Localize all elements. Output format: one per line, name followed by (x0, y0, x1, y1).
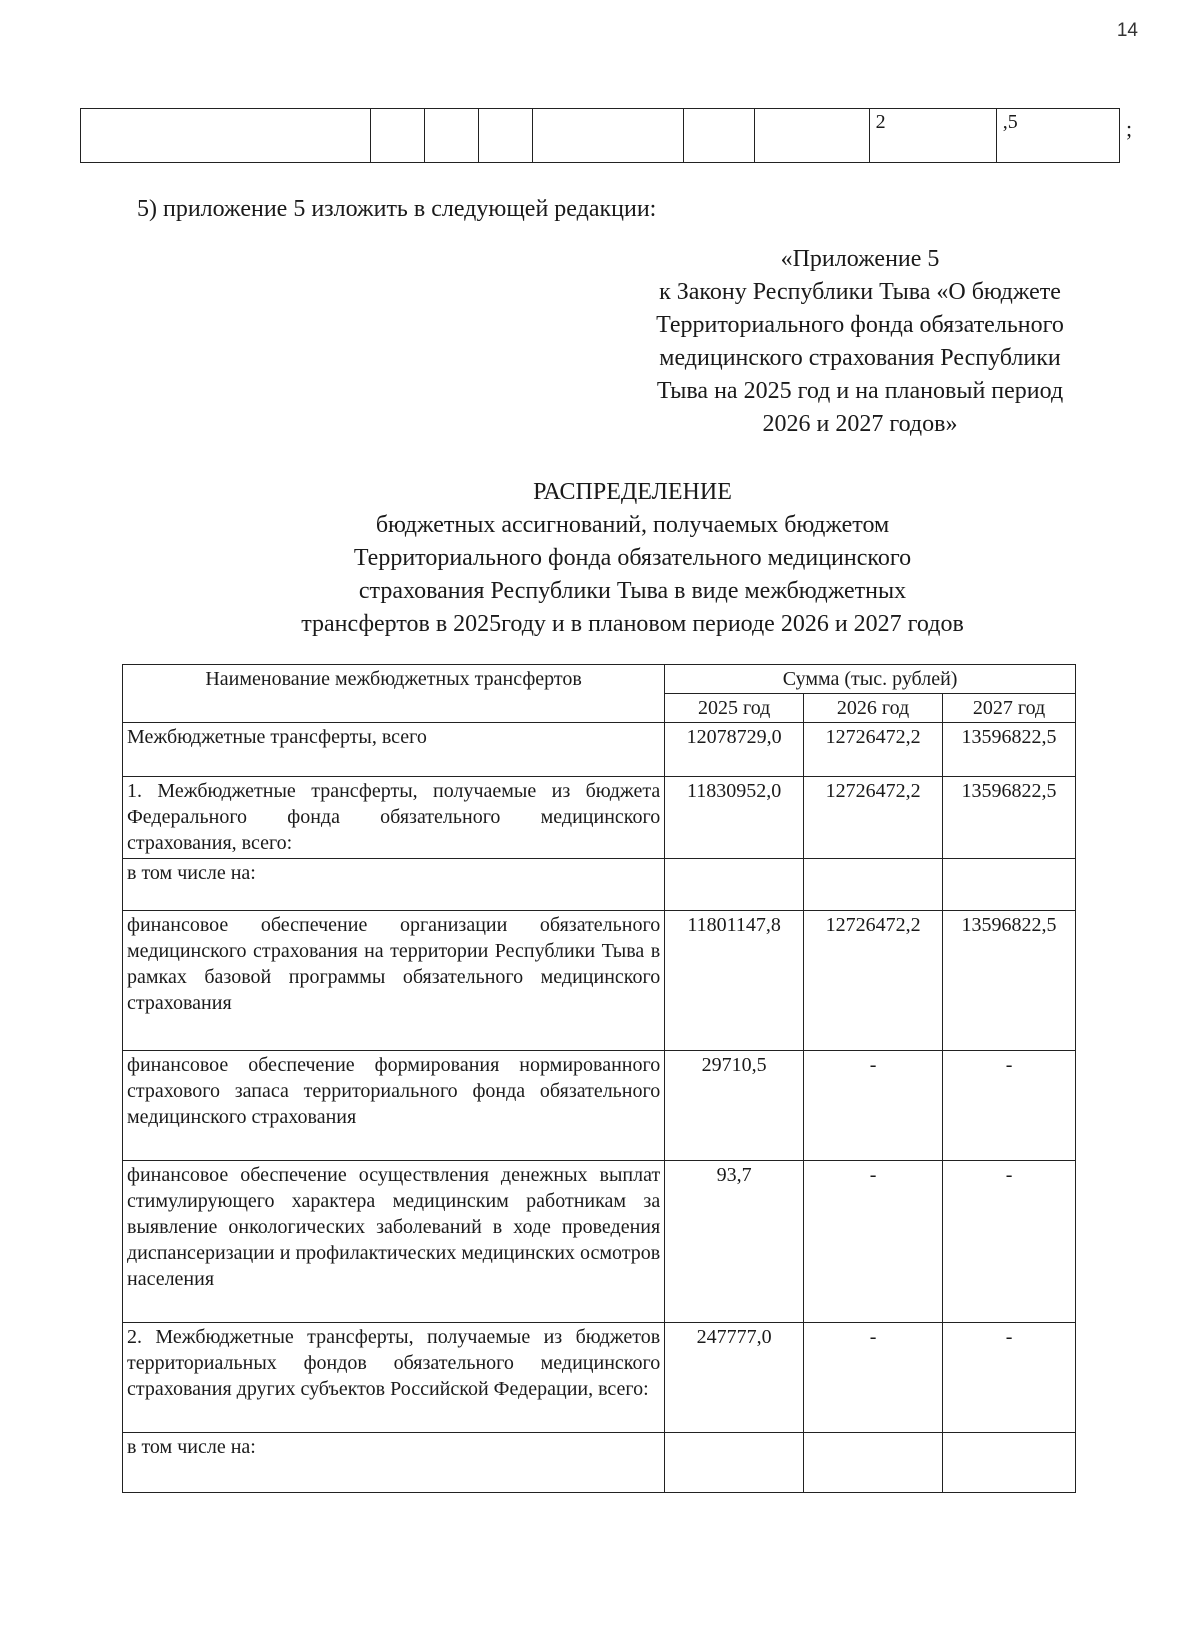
row-value: 13596822,5 (943, 723, 1076, 777)
row-name: Межбюджетные трансферты, всего (123, 723, 665, 777)
row-name: финансовое обеспечение осуществления денежных выплат стимулирующего характера медицинским работникам за выявление онкологических заболеваний в ходе проведения диспансеризации и профилактических медицинских осмотров населения (123, 1161, 665, 1323)
row-value: - (804, 1161, 943, 1323)
appendix-line: к Закону Республики Тыва «О бюджете (659, 279, 1061, 305)
table-row (123, 1161, 1076, 1323)
amendment-item: 5) приложение 5 изложить в следующей редакции: (137, 196, 657, 222)
page-number: 14 (1116, 20, 1138, 41)
row-value (804, 1433, 943, 1493)
table-row (123, 1051, 1076, 1161)
table-header-row (123, 665, 1076, 694)
appendix-line: Территориального фонда обязательного (656, 312, 1064, 338)
table-cell (81, 109, 371, 163)
table-cell: 2 (869, 109, 996, 163)
row-value: 12726472,2 (804, 911, 943, 1051)
table-row (123, 911, 1076, 1051)
row-value: 12726472,2 (804, 777, 943, 859)
appendix-line: 2026 и 2027 годов» (762, 411, 958, 437)
title-line: бюджетных ассигнований, получаемых бюджетом (375, 512, 890, 538)
table-cell (684, 109, 754, 163)
table-cell (371, 109, 425, 163)
table-cell (532, 109, 684, 163)
row-value: - (943, 1323, 1076, 1433)
row-name: финансовое обеспечение формирования нормированного страхового запаса территориального фонда обязательного медицинского страхования (123, 1051, 665, 1161)
header-year: 2025 год (665, 694, 804, 723)
row-value: 12078729,0 (665, 723, 804, 777)
table-cell (478, 109, 532, 163)
row-value: 12726472,2 (804, 723, 943, 777)
row-name: финансовое обеспечение организации обязательного медицинского страхования на территории Республики Тыва в рамках базовой программы обязательного медицинского страхования (123, 911, 665, 1051)
row-name: 1. Межбюджетные трансферты, получаемые из бюджета Федерального фонда обязательного медицинского страхования, всего: (123, 777, 665, 859)
title-line: страхования Республики Тыва в виде межбюджетных (358, 578, 907, 604)
appendix-heading (610, 243, 1110, 441)
trailing-semicolon: ; (1126, 116, 1133, 141)
header-name: Наименование межбюджетных трансфертов (123, 665, 665, 723)
table-row (123, 1433, 1076, 1493)
appendix-line: медицинского страхования Республики (659, 345, 1061, 371)
table-cell (754, 109, 869, 163)
row-value: 11830952,0 (665, 777, 804, 859)
row-value: 13596822,5 (943, 777, 1076, 859)
row-value: - (943, 1161, 1076, 1323)
row-name: в том числе на: (123, 859, 665, 911)
title-heading: РАСПРЕДЕЛЕНИЕ (533, 479, 732, 505)
row-name: в том числе на: (123, 1433, 665, 1493)
continuation-table (80, 108, 1120, 163)
row-value: - (804, 1323, 943, 1433)
appendix-line: «Приложение 5 (780, 246, 940, 272)
document-title (150, 476, 1115, 641)
table-row (123, 1323, 1076, 1433)
table-cell (424, 109, 478, 163)
row-name: 2. Межбюджетные трансферты, получаемые из бюджетов территориальных фондов обязательного медицинского страхования других субъектов Российской Федерации, всего: (123, 1323, 665, 1433)
table-row (123, 777, 1076, 859)
appendix-line: Тыва на 2025 год и на плановый период (656, 378, 1064, 404)
table-row (123, 859, 1076, 911)
row-value (665, 1433, 804, 1493)
header-year: 2027 год (943, 694, 1076, 723)
table-cell: ,5 (996, 109, 1119, 163)
title-line: Территориального фонда обязательного медицинского (353, 545, 912, 571)
row-value (665, 859, 804, 911)
title-line: трансфертов в 2025году и в плановом периоде 2026 и 2027 годов (301, 611, 964, 637)
row-value (804, 859, 943, 911)
row-value: 13596822,5 (943, 911, 1076, 1051)
row-value: 29710,5 (665, 1051, 804, 1161)
row-value (943, 859, 1076, 911)
header-sum: Сумма (тыс. рублей) (665, 665, 1076, 694)
row-value: 93,7 (665, 1161, 804, 1323)
row-value (943, 1433, 1076, 1493)
row-value: 11801147,8 (665, 911, 804, 1051)
transfers-table (122, 664, 1076, 1493)
table-row (81, 109, 1120, 163)
table-row (123, 723, 1076, 777)
row-value: - (804, 1051, 943, 1161)
row-value: - (943, 1051, 1076, 1161)
header-year: 2026 год (804, 694, 943, 723)
row-value: 247777,0 (665, 1323, 804, 1433)
